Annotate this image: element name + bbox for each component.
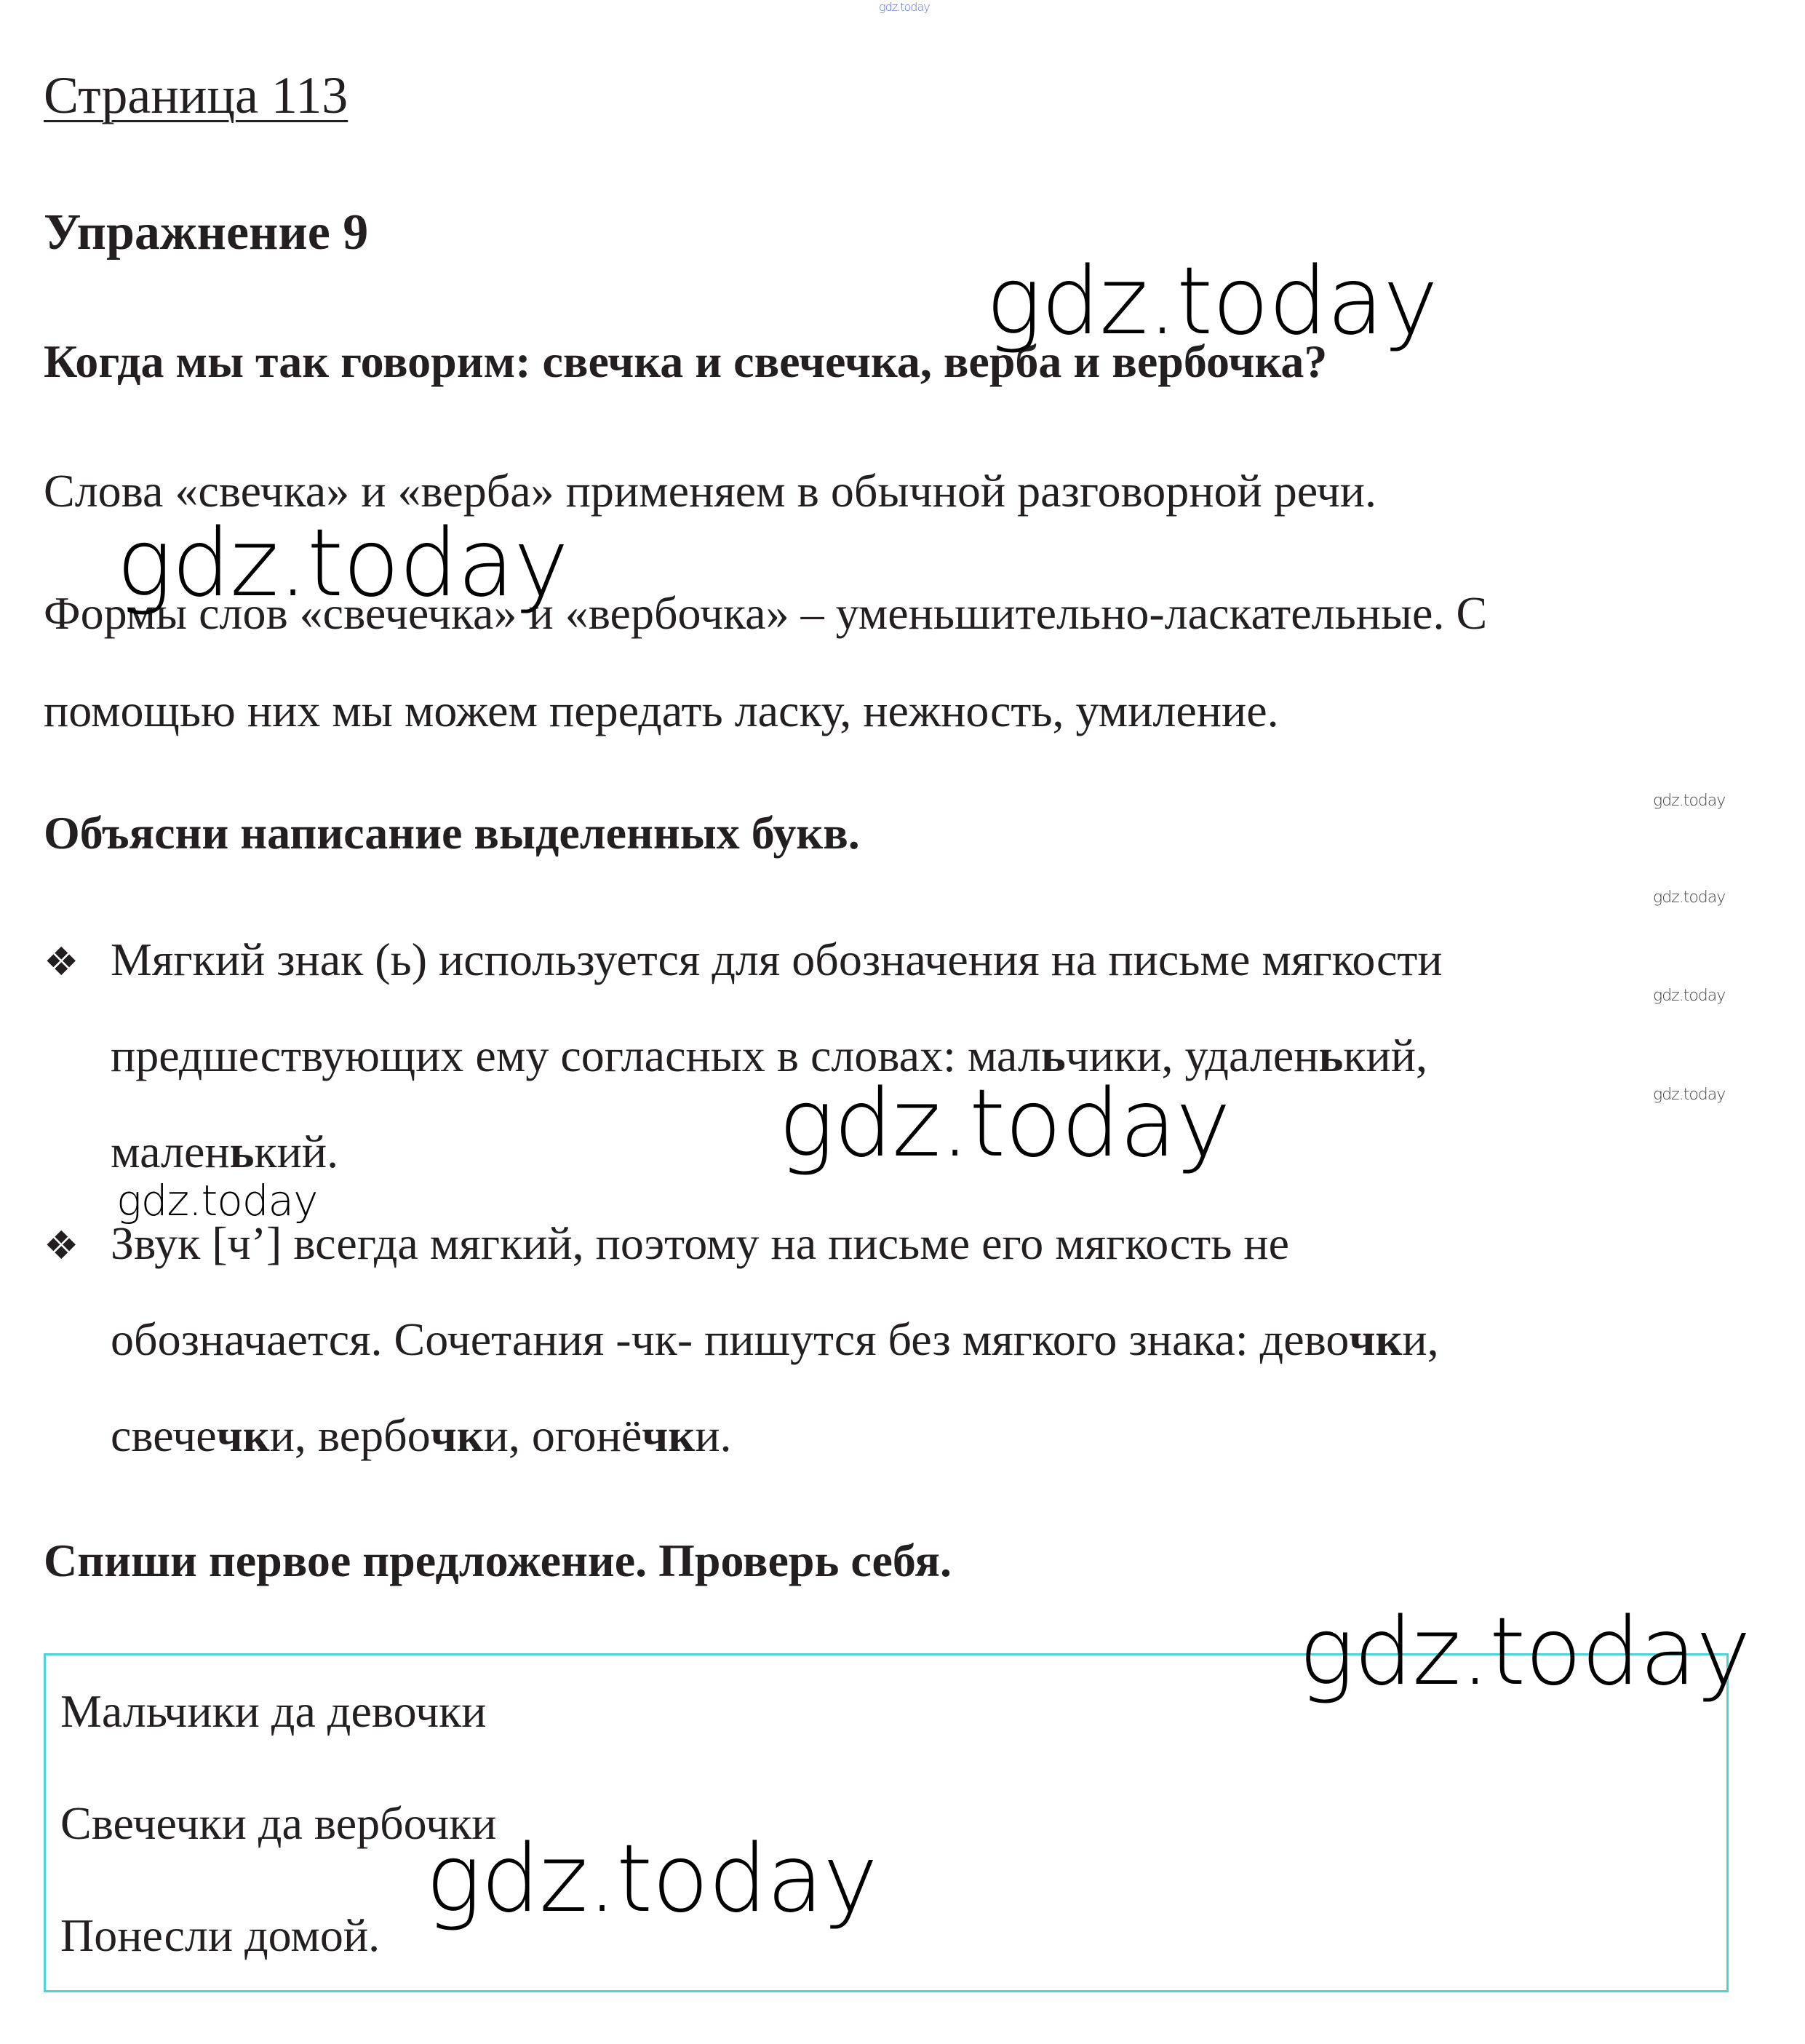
bullet-1-line-3: маленький. — [111, 1126, 339, 1177]
bullet-2-line-1: Звук [ч’] всегда мягкий, поэтому на письме его мягкость не — [111, 1217, 1290, 1269]
answer-1-line-2: Формы слов «свечечка» и «вербочка» – уменьшительно-ласкательные. С — [44, 587, 1488, 639]
watermark-medium: gdz.today — [116, 1176, 318, 1225]
bullet-2-line-2: обозначается. Сочетания -чк- пишутся без мягкого знака: девочки, — [111, 1313, 1439, 1365]
question-3: Спиши первое предложение. Проверь себя. — [44, 1535, 952, 1586]
watermark-large: gdz.today — [778, 1070, 1230, 1178]
answer-box-line-2: Свечечки да вербочки — [60, 1797, 497, 1849]
exercise-title: Упражнение 9 — [44, 204, 369, 261]
bullet-2-line-3: свечечки, вербочки, огонёчки. — [111, 1409, 732, 1461]
answer-1-line-3: помощью них мы можем передать ласку, нежность, умиление. — [44, 685, 1279, 736]
watermark-tiny: gdz.today — [879, 0, 930, 14]
answer-box-line-3: Понесли домой. — [60, 1909, 380, 1961]
answer-1-line-1: Слова «свечка» и «верба» применяем в обычной разговорной речи. — [44, 465, 1376, 517]
question-2: Объясни написание выделенных букв. — [44, 807, 860, 859]
watermark-large: gdz.today — [116, 509, 568, 618]
watermark-large: gdz.today — [426, 1825, 877, 1933]
bullet-diamond-icon: ❖ — [44, 939, 79, 985]
bullet-1 — [44, 933, 1443, 987]
question-1: Когда мы так говорим: свечка и свечечка, верба и вербочка? — [44, 335, 1328, 387]
bullet-1-line-2: предшествующих ему согласных в словах: мальчики, удаленький, — [111, 1030, 1427, 1081]
bullet-1-line-1: Мягкий знак (ь) используется для обозначения на письме мягкости — [111, 934, 1443, 985]
watermark-small: gdz.today — [1653, 888, 1726, 907]
watermark-small: gdz.today — [1653, 792, 1726, 810]
page-heading: Страница 113 — [44, 66, 348, 124]
watermark-small: gdz.today — [1653, 987, 1726, 1005]
answer-box-line-1: Мальчики да девочки — [60, 1685, 487, 1737]
watermark-small: gdz.today — [1653, 1086, 1726, 1104]
watermark-large: gdz.today — [986, 247, 1438, 356]
bullet-diamond-icon: ❖ — [44, 1222, 79, 1268]
watermark-large: gdz.today — [1299, 1598, 1750, 1706]
